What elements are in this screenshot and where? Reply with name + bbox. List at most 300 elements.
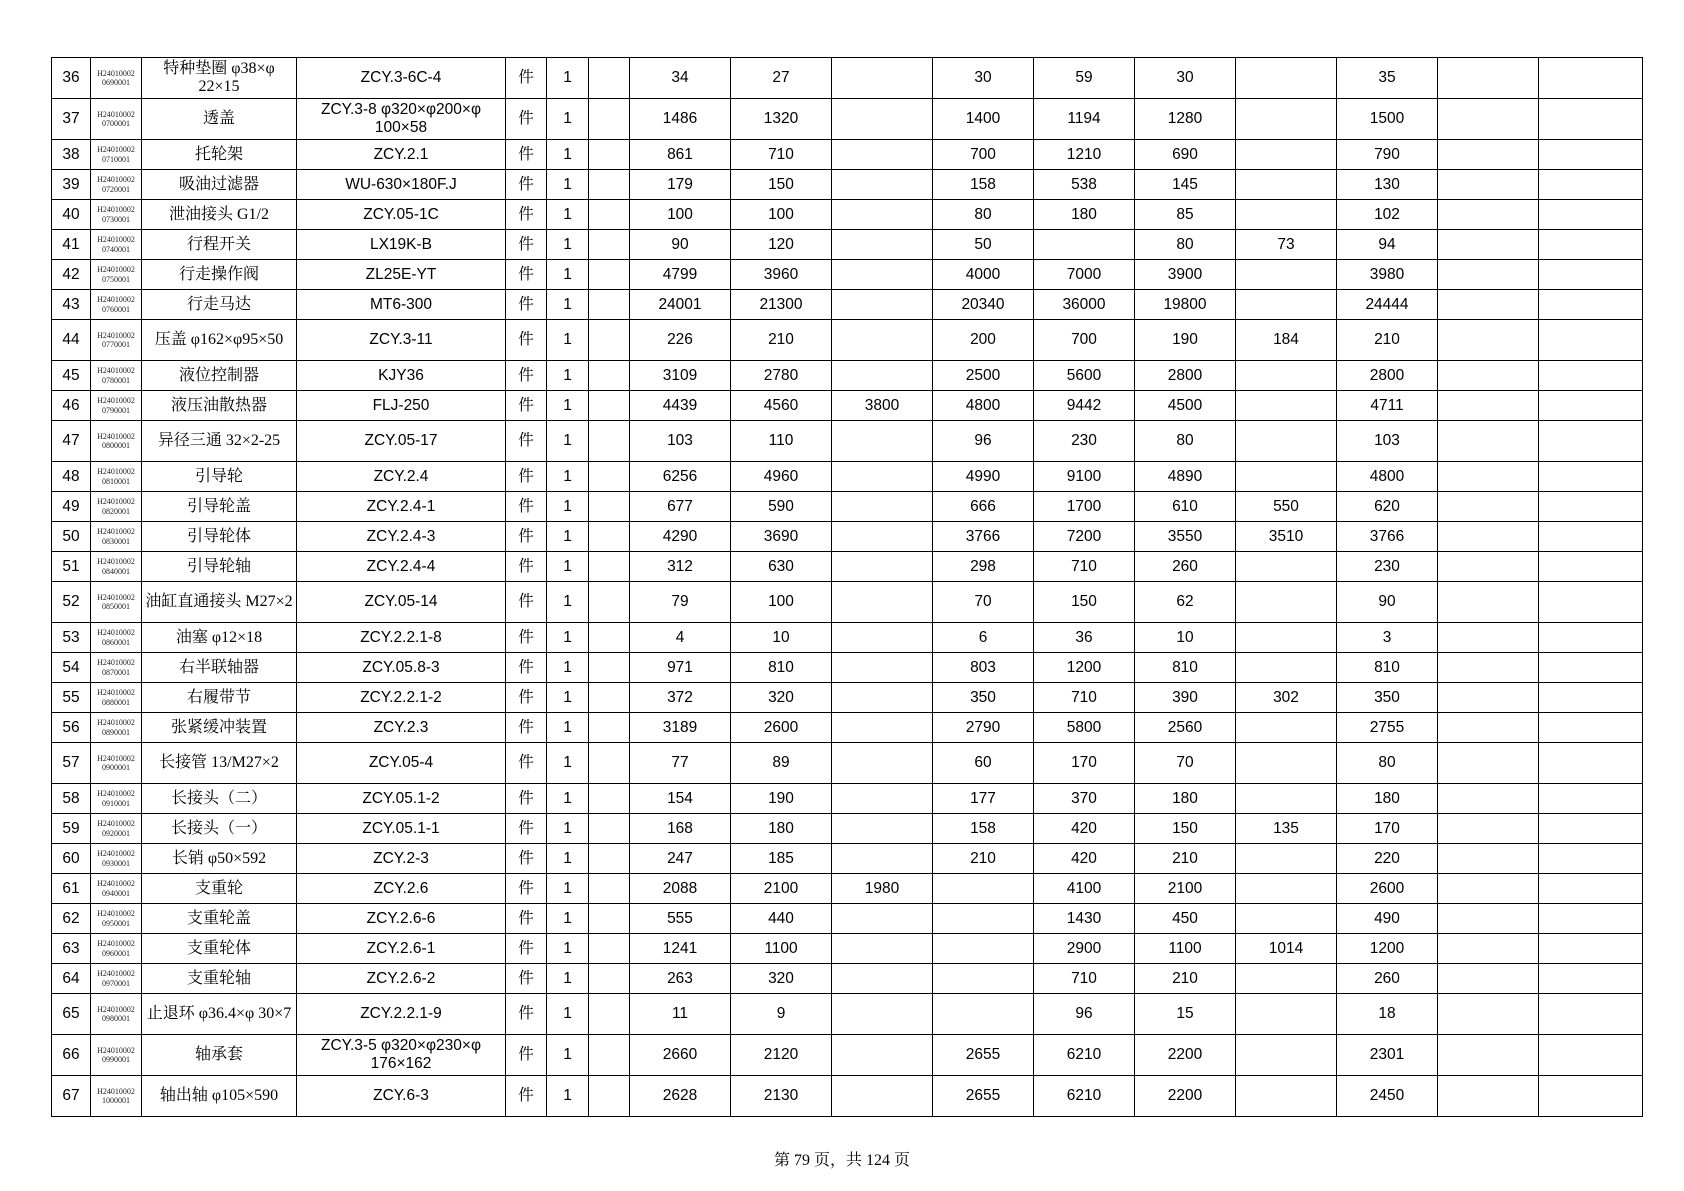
blank-cell [1438,170,1539,200]
table-row [52,260,1643,290]
price-col-7 [1236,582,1337,623]
row-number: 50 [52,522,91,552]
blank-cell [1539,874,1643,904]
row-number: 47 [52,421,91,462]
material-code: H24010002 0710001 [91,140,142,170]
price-col-8: 80 [1337,743,1438,784]
price-col-6: 70 [1135,743,1236,784]
blank-cell [589,994,630,1035]
price-col-2: 2780 [731,361,832,391]
price-col-6: 3900 [1135,260,1236,290]
price-col-4: 803 [933,653,1034,683]
price-col-7 [1236,99,1337,140]
part-name: 支重轮体 [142,934,297,964]
price-col-7: 3510 [1236,522,1337,552]
quantity: 1 [547,290,589,320]
blank-cell [1539,994,1643,1035]
price-col-8: 24444 [1337,290,1438,320]
table-row [52,743,1643,784]
material-code: H24010002 0720001 [91,170,142,200]
table-row [52,653,1643,683]
price-col-4: 2655 [933,1035,1034,1076]
table-row [52,582,1643,623]
material-code: H24010002 0770001 [91,320,142,361]
price-col-8: 620 [1337,492,1438,522]
row-number: 49 [52,492,91,522]
price-col-7 [1236,552,1337,582]
part-model: ZCY.3-8 φ320×φ200×φ 100×58 [297,99,506,140]
price-col-6: 190 [1135,320,1236,361]
blank-cell [1539,58,1643,99]
price-col-7 [1236,784,1337,814]
price-col-7 [1236,1076,1337,1117]
part-name: 透盖 [142,99,297,140]
price-col-7 [1236,874,1337,904]
material-code: H24010002 0940001 [91,874,142,904]
blank-cell [589,421,630,462]
unit: 件 [506,462,547,492]
blank-cell [589,683,630,713]
blank-cell [1539,522,1643,552]
part-name: 行走马达 [142,290,297,320]
price-col-7: 302 [1236,683,1337,713]
price-col-8: 3980 [1337,260,1438,290]
price-col-8: 2301 [1337,1035,1438,1076]
price-col-6: 1280 [1135,99,1236,140]
price-col-4: 2500 [933,361,1034,391]
material-code: H24010002 0760001 [91,290,142,320]
price-col-8: 35 [1337,58,1438,99]
quantity: 1 [547,874,589,904]
blank-cell [1539,320,1643,361]
part-model: ZCY.2.2.1-8 [297,623,506,653]
blank-cell [589,1076,630,1117]
quantity: 1 [547,140,589,170]
quantity: 1 [547,522,589,552]
unit: 件 [506,1076,547,1117]
price-col-1: 677 [630,492,731,522]
table-row [52,1076,1643,1117]
price-col-2: 3960 [731,260,832,290]
table-row [52,713,1643,743]
blank-cell [1438,814,1539,844]
part-model: ZCY.05-17 [297,421,506,462]
price-col-1: 263 [630,964,731,994]
unit: 件 [506,814,547,844]
unit: 件 [506,683,547,713]
price-col-8: 130 [1337,170,1438,200]
price-col-7 [1236,200,1337,230]
part-name: 长接头（一） [142,814,297,844]
price-col-6: 2560 [1135,713,1236,743]
price-col-6: 62 [1135,582,1236,623]
part-name: 液位控制器 [142,361,297,391]
price-col-7: 1014 [1236,934,1337,964]
price-col-1: 154 [630,784,731,814]
part-name: 引导轮体 [142,522,297,552]
price-col-1: 971 [630,653,731,683]
table-row [52,964,1643,994]
price-col-8: 210 [1337,320,1438,361]
table-row [52,623,1643,653]
blank-cell [1438,904,1539,934]
price-col-5: 96 [1034,994,1135,1035]
price-col-7 [1236,421,1337,462]
table-row [52,99,1643,140]
blank-cell [589,99,630,140]
part-name: 引导轮 [142,462,297,492]
material-code: H24010002 0880001 [91,683,142,713]
price-col-5: 538 [1034,170,1135,200]
price-col-6: 2100 [1135,874,1236,904]
page-number: 第 79 页，共 124 页 [773,1152,910,1169]
table-row [52,421,1643,462]
price-col-6: 19800 [1135,290,1236,320]
blank-cell [1438,964,1539,994]
blank-cell [589,814,630,844]
price-col-8: 350 [1337,683,1438,713]
part-model: ZCY.05.1-1 [297,814,506,844]
price-col-1: 372 [630,683,731,713]
row-number: 59 [52,814,91,844]
price-col-1: 34 [630,58,731,99]
row-number: 41 [52,230,91,260]
blank-cell [589,653,630,683]
price-col-7 [1236,844,1337,874]
price-col-5: 9442 [1034,391,1135,421]
price-col-1: 3189 [630,713,731,743]
part-model: WU-630×180F.J [297,170,506,200]
price-col-8: 103 [1337,421,1438,462]
price-col-6: 690 [1135,140,1236,170]
unit: 件 [506,421,547,462]
part-name: 支重轮轴 [142,964,297,994]
price-col-8: 1500 [1337,99,1438,140]
part-model: ZCY.3-5 φ320×φ230×φ 176×162 [297,1035,506,1076]
part-model: ZCY.05-4 [297,743,506,784]
quantity: 1 [547,170,589,200]
blank-cell [1438,623,1539,653]
blank-cell [1438,713,1539,743]
unit: 件 [506,99,547,140]
price-col-8: 810 [1337,653,1438,683]
price-col-1: 4799 [630,260,731,290]
blank-cell [1539,140,1643,170]
price-col-5: 370 [1034,784,1135,814]
row-number: 65 [52,994,91,1035]
price-col-2: 110 [731,421,832,462]
blank-cell [1438,784,1539,814]
part-name: 液压油散热器 [142,391,297,421]
price-col-7 [1236,904,1337,934]
material-code: H24010002 0820001 [91,492,142,522]
row-number: 40 [52,200,91,230]
blank-cell [1438,200,1539,230]
row-number: 43 [52,290,91,320]
row-number: 44 [52,320,91,361]
blank-cell [1539,784,1643,814]
quantity: 1 [547,260,589,290]
blank-cell [1438,462,1539,492]
price-col-4: 177 [933,784,1034,814]
table-row [52,683,1643,713]
material-code: H24010002 0950001 [91,904,142,934]
table-row [52,140,1643,170]
blank-cell [1539,391,1643,421]
price-col-8: 2600 [1337,874,1438,904]
blank-cell [1438,1035,1539,1076]
price-col-1: 555 [630,904,731,934]
material-code: H24010002 0800001 [91,421,142,462]
price-col-2: 590 [731,492,832,522]
price-col-2: 320 [731,964,832,994]
price-col-8: 4711 [1337,391,1438,421]
price-col-1: 90 [630,230,731,260]
blank-cell [589,844,630,874]
price-col-6: 3550 [1135,522,1236,552]
price-col-2: 150 [731,170,832,200]
price-col-3 [832,200,933,230]
quantity: 1 [547,582,589,623]
price-col-3 [832,290,933,320]
price-col-4 [933,874,1034,904]
blank-cell [1539,653,1643,683]
blank-cell [1438,743,1539,784]
unit: 件 [506,552,547,582]
price-col-8: 3 [1337,623,1438,653]
price-col-1: 168 [630,814,731,844]
price-col-4: 20340 [933,290,1034,320]
price-col-3 [832,934,933,964]
blank-cell [589,492,630,522]
quantity: 1 [547,492,589,522]
blank-cell [1438,653,1539,683]
price-col-4: 158 [933,814,1034,844]
blank-cell [589,140,630,170]
material-code: H24010002 0930001 [91,844,142,874]
price-col-7 [1236,1035,1337,1076]
price-col-3: 1980 [832,874,933,904]
blank-cell [1539,814,1643,844]
material-code: H24010002 0980001 [91,994,142,1035]
blank-cell [589,934,630,964]
blank-cell [589,391,630,421]
price-col-4: 2790 [933,713,1034,743]
part-model: ZCY.6-3 [297,1076,506,1117]
price-col-1: 4290 [630,522,731,552]
price-col-5: 1700 [1034,492,1135,522]
price-col-6: 450 [1135,904,1236,934]
unit: 件 [506,904,547,934]
quantity: 1 [547,421,589,462]
row-number: 63 [52,934,91,964]
parts-price-table [51,57,1643,1117]
price-col-7: 184 [1236,320,1337,361]
blank-cell [589,361,630,391]
material-code: H24010002 0900001 [91,743,142,784]
blank-cell [1539,683,1643,713]
price-col-1: 861 [630,140,731,170]
blank-cell [1438,99,1539,140]
part-model: ZCY.2.2.1-2 [297,683,506,713]
table-row [52,784,1643,814]
material-code: H24010002 0700001 [91,99,142,140]
part-name: 行程开关 [142,230,297,260]
price-col-4 [933,934,1034,964]
row-number: 64 [52,964,91,994]
blank-cell [1539,99,1643,140]
price-col-3 [832,623,933,653]
part-model: ZCY.05.8-3 [297,653,506,683]
blank-cell [1539,743,1643,784]
material-code: H24010002 0890001 [91,713,142,743]
blank-cell [1539,260,1643,290]
price-col-2: 320 [731,683,832,713]
price-col-4: 3766 [933,522,1034,552]
quantity: 1 [547,814,589,844]
quantity: 1 [547,552,589,582]
price-col-6: 4500 [1135,391,1236,421]
price-col-4: 4800 [933,391,1034,421]
price-col-4: 1400 [933,99,1034,140]
material-code: H24010002 0850001 [91,582,142,623]
blank-cell [589,290,630,320]
price-col-5: 6210 [1034,1076,1135,1117]
price-col-2: 190 [731,784,832,814]
table-row [52,170,1643,200]
unit: 件 [506,140,547,170]
price-col-1: 4 [630,623,731,653]
blank-cell [589,623,630,653]
quantity: 1 [547,1076,589,1117]
blank-cell [589,260,630,290]
blank-cell [1539,844,1643,874]
price-col-7: 135 [1236,814,1337,844]
part-name: 轴承套 [142,1035,297,1076]
price-col-5: 1200 [1034,653,1135,683]
part-model: ZL25E-YT [297,260,506,290]
price-col-3 [832,260,933,290]
price-col-5: 5800 [1034,713,1135,743]
blank-cell [1539,462,1643,492]
unit: 件 [506,320,547,361]
quantity: 1 [547,361,589,391]
price-col-2: 630 [731,552,832,582]
table-row [52,874,1643,904]
quantity: 1 [547,964,589,994]
price-col-6: 610 [1135,492,1236,522]
unit: 件 [506,170,547,200]
blank-cell [589,230,630,260]
quantity: 1 [547,653,589,683]
price-col-8: 2800 [1337,361,1438,391]
price-col-5: 170 [1034,743,1135,784]
unit: 件 [506,653,547,683]
price-col-6: 1100 [1135,934,1236,964]
unit: 件 [506,623,547,653]
price-col-7 [1236,964,1337,994]
price-col-7 [1236,58,1337,99]
price-col-6: 10 [1135,623,1236,653]
unit: 件 [506,713,547,743]
table-row [52,391,1643,421]
price-col-2: 810 [731,653,832,683]
blank-cell [1438,994,1539,1035]
quantity: 1 [547,462,589,492]
price-col-6: 150 [1135,814,1236,844]
price-col-1: 3109 [630,361,731,391]
price-col-3 [832,814,933,844]
row-number: 55 [52,683,91,713]
price-col-8: 2755 [1337,713,1438,743]
unit: 件 [506,260,547,290]
part-model: ZCY.2.6-1 [297,934,506,964]
price-col-5: 36000 [1034,290,1135,320]
price-col-1: 179 [630,170,731,200]
table-row [52,320,1643,361]
blank-cell [1438,582,1539,623]
price-col-3 [832,784,933,814]
part-model: ZCY.2.4-3 [297,522,506,552]
quantity: 1 [547,743,589,784]
blank-cell [1438,320,1539,361]
quantity: 1 [547,1035,589,1076]
price-col-8: 90 [1337,582,1438,623]
material-code: H24010002 0810001 [91,462,142,492]
price-col-5: 9100 [1034,462,1135,492]
part-model: FLJ-250 [297,391,506,421]
price-col-6: 2800 [1135,361,1236,391]
quantity: 1 [547,934,589,964]
material-code: H24010002 0920001 [91,814,142,844]
row-number: 48 [52,462,91,492]
part-model: LX19K-B [297,230,506,260]
quantity: 1 [547,200,589,230]
price-col-7 [1236,653,1337,683]
part-model: ZCY.2.4-4 [297,552,506,582]
price-col-3 [832,230,933,260]
price-col-2: 440 [731,904,832,934]
blank-cell [589,582,630,623]
price-col-1: 2660 [630,1035,731,1076]
price-col-2: 100 [731,582,832,623]
price-col-4: 4990 [933,462,1034,492]
price-col-4 [933,964,1034,994]
unit: 件 [506,290,547,320]
part-model: ZCY.2.6 [297,874,506,904]
price-col-1: 4439 [630,391,731,421]
table-row [52,904,1643,934]
blank-cell [1438,492,1539,522]
unit: 件 [506,522,547,552]
price-col-5: 36 [1034,623,1135,653]
blank-cell [1539,170,1643,200]
price-col-3 [832,462,933,492]
blank-cell [1438,391,1539,421]
price-col-3 [832,582,933,623]
quantity: 1 [547,844,589,874]
price-col-8: 220 [1337,844,1438,874]
price-col-4 [933,904,1034,934]
price-col-7 [1236,743,1337,784]
price-col-6: 15 [1135,994,1236,1035]
material-code: H24010002 0990001 [91,1035,142,1076]
price-col-7 [1236,391,1337,421]
price-col-2: 2120 [731,1035,832,1076]
quantity: 1 [547,391,589,421]
row-number: 53 [52,623,91,653]
price-col-8: 490 [1337,904,1438,934]
